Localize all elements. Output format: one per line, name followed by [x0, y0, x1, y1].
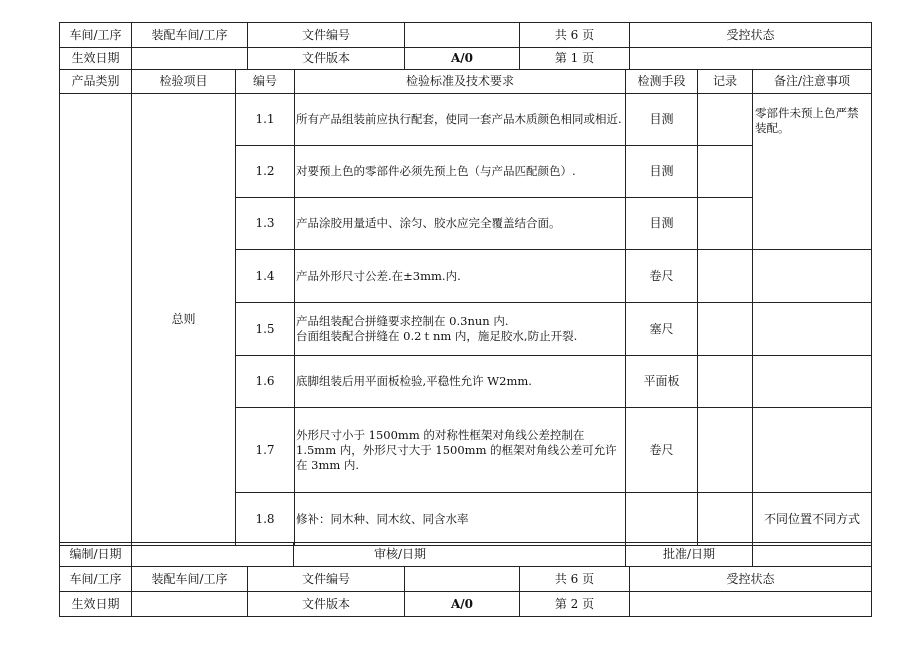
note-cell [753, 408, 872, 493]
row-number: 1.2 [236, 146, 295, 198]
signature-table [59, 542, 872, 567]
requirement-text: 产品涂胶用量适中、涂匀、胶水应完全覆盖结合面。 [295, 198, 626, 250]
table-row [60, 94, 872, 146]
row-number: 1.5 [236, 303, 295, 356]
reviewed-by-label: 审核/日期 [294, 543, 626, 567]
col-header-method: 检测手段 [626, 70, 698, 94]
prepared-by-label: 编制/日期 [60, 543, 132, 567]
requirement-text: 所有产品组装前应执行配套，使同一套产品木质颜色相同或相近. [295, 94, 626, 146]
col-header-notes: 备注/注意事项 [753, 70, 872, 94]
total-pages: 共 6 页 [520, 23, 630, 48]
page-number: 第 2 页 [520, 592, 630, 617]
effective-date-value [132, 592, 248, 617]
inspection-method: 卷尺 [626, 250, 698, 303]
workshop-label: 车间/工序 [60, 23, 132, 48]
inspection-method: 卷尺 [626, 408, 698, 493]
col-header-category: 产品类别 [60, 70, 132, 94]
row-number: 1.4 [236, 250, 295, 303]
record-cell [698, 356, 753, 408]
row-number: 1.8 [236, 493, 295, 546]
record-cell [698, 493, 753, 546]
workshop-value: 装配车间/工序 [132, 23, 248, 48]
record-cell [698, 408, 753, 493]
page-number: 第 1 页 [520, 48, 630, 70]
requirement-text [295, 303, 626, 356]
record-cell [698, 198, 753, 250]
doc-no-label: 文件编号 [248, 567, 405, 592]
col-header-record: 记录 [698, 70, 753, 94]
inspection-method: 目测 [626, 198, 698, 250]
row-number: 1.7 [236, 408, 295, 493]
row-number: 1.6 [236, 356, 295, 408]
inspection-method: 目测 [626, 94, 698, 146]
effective-date-label: 生效日期 [60, 48, 132, 70]
inspection-table [59, 69, 872, 546]
doc-no-value [405, 567, 520, 592]
note-cell [753, 356, 872, 408]
record-cell [698, 146, 753, 198]
version-label: 文件版本 [248, 592, 405, 617]
approved-by-value [753, 543, 872, 567]
col-header-standard: 检验标准及技术要求 [295, 70, 626, 94]
requirement-text: 底脚组装后用平面板检验,平稳性允许 W2mm. [295, 356, 626, 408]
control-status-label: 受控状态 [630, 567, 872, 592]
note-cell: 零部件未预上色严禁装配。 [753, 94, 872, 250]
version-value: A/0 [405, 592, 520, 617]
header-table-page-1 [59, 22, 872, 70]
record-cell [698, 303, 753, 356]
effective-date-label: 生效日期 [60, 592, 132, 617]
requirement-text: 产品外形尺寸公差.在±3mm.内. [295, 250, 626, 303]
control-status-value [630, 48, 872, 70]
requirement-text: 修补：同木种、同木纹、同含水率 [295, 493, 626, 546]
effective-date-value [132, 48, 248, 70]
workshop-value: 装配车间/工序 [132, 567, 248, 592]
version-label: 文件版本 [248, 48, 405, 70]
record-cell [698, 94, 753, 146]
requirement-text: 对要预上色的零部件必须先预上色（与产品匹配颜色）. [295, 146, 626, 198]
inspection-item-cell: 总则 [132, 94, 236, 546]
requirement-text: 外形尺寸小于 1500mm 的对称性框架对角线公差控制在 1.5mm 内，外形尺寸大于 1500mm 的框架对角线公差可允许在 3mm 内. [295, 408, 626, 493]
total-pages: 共 6 页 [520, 567, 630, 592]
inspection-method: 目测 [626, 146, 698, 198]
version-value: A/0 [405, 48, 520, 70]
inspection-method [626, 493, 698, 546]
control-status-label: 受控状态 [630, 23, 872, 48]
requirement-line-2: 台面组装配合拼缝在 0.2ｔnm 内，施足胶水,防止开裂. [296, 329, 578, 343]
note-cell [753, 303, 872, 356]
inspection-method: 塞尺 [626, 303, 698, 356]
column-header-row [60, 70, 872, 94]
header-table-page-2 [59, 566, 872, 617]
row-number: 1.1 [236, 94, 295, 146]
control-status-value [630, 592, 872, 617]
product-category-cell [60, 94, 132, 546]
record-cell [698, 250, 753, 303]
col-header-item: 检验项目 [132, 70, 236, 94]
doc-no-label: 文件编号 [248, 23, 405, 48]
col-header-no: 编号 [236, 70, 295, 94]
doc-no-value [405, 23, 520, 48]
inspection-method: 平面板 [626, 356, 698, 408]
row-number: 1.3 [236, 198, 295, 250]
workshop-label: 车间/工序 [60, 567, 132, 592]
note-cell: 不同位置不同方式 [753, 493, 872, 546]
approved-by-label: 批准/日期 [626, 543, 753, 567]
note-cell [753, 250, 872, 303]
requirement-line-1: 产品组装配合拼缝要求控制在 0.3nun 内. [296, 314, 509, 328]
prepared-by-value [132, 543, 294, 567]
